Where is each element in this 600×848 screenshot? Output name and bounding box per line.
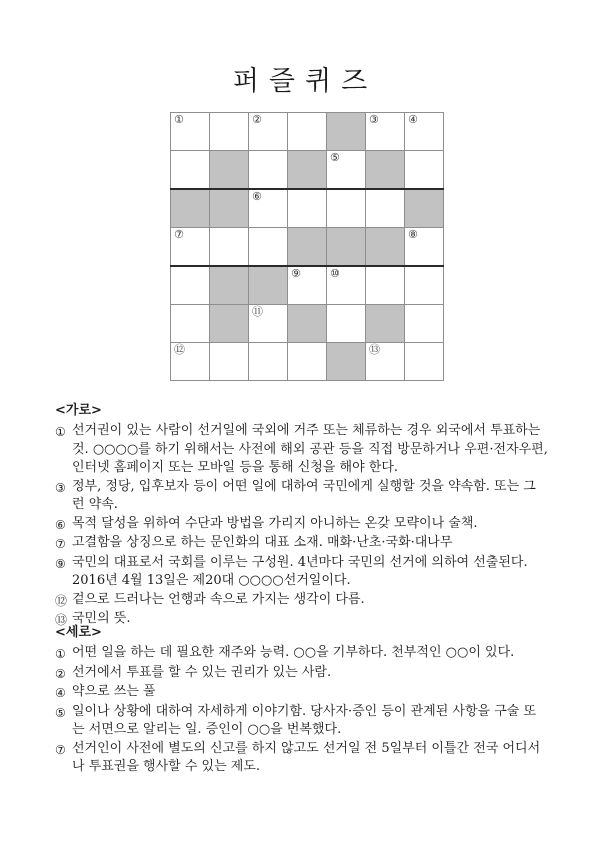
- grid-cell-blocked: [366, 228, 405, 267]
- clue-number: ⑦: [55, 537, 66, 552]
- grid-cell-blocked: [327, 343, 366, 381]
- grid-cell-blocked: [327, 113, 366, 151]
- grid-cell: [366, 189, 405, 228]
- clue-text: 목적 달성을 위하여 수단과 방법을 가리지 아니하는 온갖 모략이나 술책.: [72, 515, 478, 531]
- clue-item: [55, 644, 548, 664]
- grid-cell-blocked: [288, 151, 327, 190]
- grid-cell-blocked: [288, 305, 327, 343]
- grid-cell: [171, 343, 210, 381]
- clue-number: ④: [55, 686, 66, 701]
- down-clue-list: [55, 644, 548, 777]
- grid-cell-blocked: [366, 305, 405, 343]
- down-section: [55, 624, 548, 784]
- crossword-grid: [170, 112, 444, 381]
- grid-row: [171, 305, 444, 343]
- grid-cell: [210, 228, 249, 267]
- clue-item: [55, 740, 548, 777]
- grid-cell: [210, 113, 249, 151]
- grid-cell-blocked: [210, 189, 249, 228]
- grid-cell: [171, 228, 210, 267]
- cell-number: ⑦: [174, 228, 184, 242]
- grid-cell: [171, 266, 210, 305]
- clue-text: 선거권이 있는 사람이 선거일에 국외에 거주 또는 체류하는 경우 외국에서 투표하는 것. ○○○○를 하기 위해서는 사전에 해외 공관 등을 직접 방문하거나 우편·전자우편, 인터넷 홈페이지 또는 모바일 등을 통해 신청을 해야 한다.: [72, 423, 548, 476]
- grid-cell: [249, 228, 288, 267]
- clue-text: 약으로 쓰는 풀: [72, 684, 156, 700]
- grid-cell: [171, 113, 210, 151]
- grid-cell: [249, 113, 288, 151]
- grid-row: [171, 151, 444, 190]
- grid-cell: [171, 305, 210, 343]
- cell-number: ⑨: [291, 267, 301, 281]
- cell-number: ⑤: [330, 151, 340, 165]
- grid-row: [171, 228, 444, 267]
- clue-text: 고결함을 상징으로 하는 문인화의 대표 소재. 매화·난초·국화·대나무: [72, 535, 453, 551]
- grid-cell-blocked: [249, 266, 288, 305]
- clue-text: 국민의 대표로서 국회를 이루는 구성원. 4년마다 국민의 선거에 의하여 선출된다. 2016년 4월 13일은 제20대 ○○○○선거일이다.: [72, 554, 528, 589]
- cell-number: ①: [174, 113, 184, 127]
- cell-number: ⑫: [174, 343, 185, 357]
- clue-item: [55, 703, 548, 740]
- clue-text: 일이나 상황에 대하여 자세하게 이야기함. 당사자·증인 등이 관계된 사항을 구술 또는 서면으로 알리는 일. 증인이 ○○을 번복했다.: [72, 703, 537, 738]
- clue-item: [55, 683, 548, 703]
- clue-text: 어떤 일을 하는 데 필요한 재주와 능력. ○○을 기부하다. 천부적인 ○○이 있다.: [72, 645, 515, 661]
- clue-item: [55, 534, 548, 554]
- cell-number: ③: [369, 113, 379, 127]
- grid-cell: [405, 343, 444, 381]
- grid-cell: [405, 151, 444, 190]
- grid-cell-blocked: [288, 228, 327, 267]
- grid-row: [171, 113, 444, 151]
- grid-cell: [405, 113, 444, 151]
- clue-item: [55, 478, 548, 515]
- clue-item: [55, 515, 548, 535]
- clue-item: [55, 591, 548, 611]
- grid-cell-blocked: [171, 189, 210, 228]
- grid-cell: [366, 343, 405, 381]
- grid-cell: [366, 266, 405, 305]
- clue-number: ⑨: [55, 556, 66, 571]
- clue-number: ①: [55, 647, 66, 662]
- grid-cell: [288, 266, 327, 305]
- clue-text: 정부, 정당, 입후보자 등이 어떤 일에 대하여 국민에게 실행할 것을 약속함. 또는 그런 약속.: [72, 478, 536, 513]
- grid-cell: [249, 343, 288, 381]
- clue-item: [55, 554, 548, 591]
- clue-item: [55, 422, 548, 478]
- across-header: <가로>: [55, 403, 102, 419]
- grid-cell-blocked: [210, 266, 249, 305]
- cell-number: ⑩: [330, 267, 340, 281]
- grid-row: [171, 266, 444, 305]
- clue-text: 선거에서 투표를 할 수 있는 권리가 있는 사람.: [72, 664, 332, 680]
- cell-number: ⑥: [252, 190, 262, 204]
- grid-cell: [327, 151, 366, 190]
- across-clue-list: [55, 422, 548, 630]
- cell-number: ⑬: [369, 343, 380, 357]
- grid-cell: [249, 189, 288, 228]
- grid-cell: [249, 305, 288, 343]
- cell-number: ④: [408, 113, 418, 127]
- clue-text: 국민의 뜻.: [72, 611, 131, 627]
- grid-cell: [405, 228, 444, 267]
- clue-item: [55, 664, 548, 684]
- clue-number: ⑤: [55, 705, 66, 720]
- grid-cell-blocked: [210, 151, 249, 190]
- grid-row: [171, 189, 444, 228]
- grid-cell: [327, 266, 366, 305]
- grid-cell: [288, 113, 327, 151]
- cell-number: ⑧: [408, 228, 418, 242]
- clue-number: ②: [55, 666, 66, 681]
- down-header: <세로>: [55, 625, 102, 641]
- clue-text: 선거인이 사전에 별도의 신고를 하지 않고도 선거일 전 5일부터 이틀간 전국 어디서나 투표권을 행사할 수 있는 제도.: [72, 740, 541, 775]
- clue-number: ⑬: [55, 613, 68, 628]
- grid-cell: [288, 343, 327, 381]
- grid-cell: [249, 151, 288, 190]
- clue-number: ①: [55, 425, 66, 440]
- grid-cell: [288, 189, 327, 228]
- clue-text: 겉으로 드러나는 언행과 속으로 가지는 생각이 다름.: [72, 591, 365, 607]
- grid-cell-blocked: [327, 228, 366, 267]
- cell-number: ⑪: [252, 305, 263, 319]
- grid-cell: [327, 189, 366, 228]
- clue-number: ③: [55, 480, 66, 495]
- clue-number: ⑥: [55, 517, 66, 532]
- clue-number: ⑫: [55, 593, 68, 608]
- grid-cell-blocked: [405, 189, 444, 228]
- grid-cell-blocked: [366, 151, 405, 190]
- grid-cell: [327, 305, 366, 343]
- across-section: [55, 402, 548, 628]
- grid-cell: [210, 343, 249, 381]
- grid-cell: [171, 151, 210, 190]
- page-title: 퍼즐퀴즈: [232, 66, 378, 97]
- grid-cell: [366, 113, 405, 151]
- clue-number: ⑦: [55, 742, 66, 757]
- cell-number: ②: [252, 113, 262, 127]
- grid-cell: [405, 305, 444, 343]
- clue-item: [55, 610, 548, 630]
- grid-row: [171, 343, 444, 381]
- grid-cell-blocked: [210, 305, 249, 343]
- grid-cell: [405, 266, 444, 305]
